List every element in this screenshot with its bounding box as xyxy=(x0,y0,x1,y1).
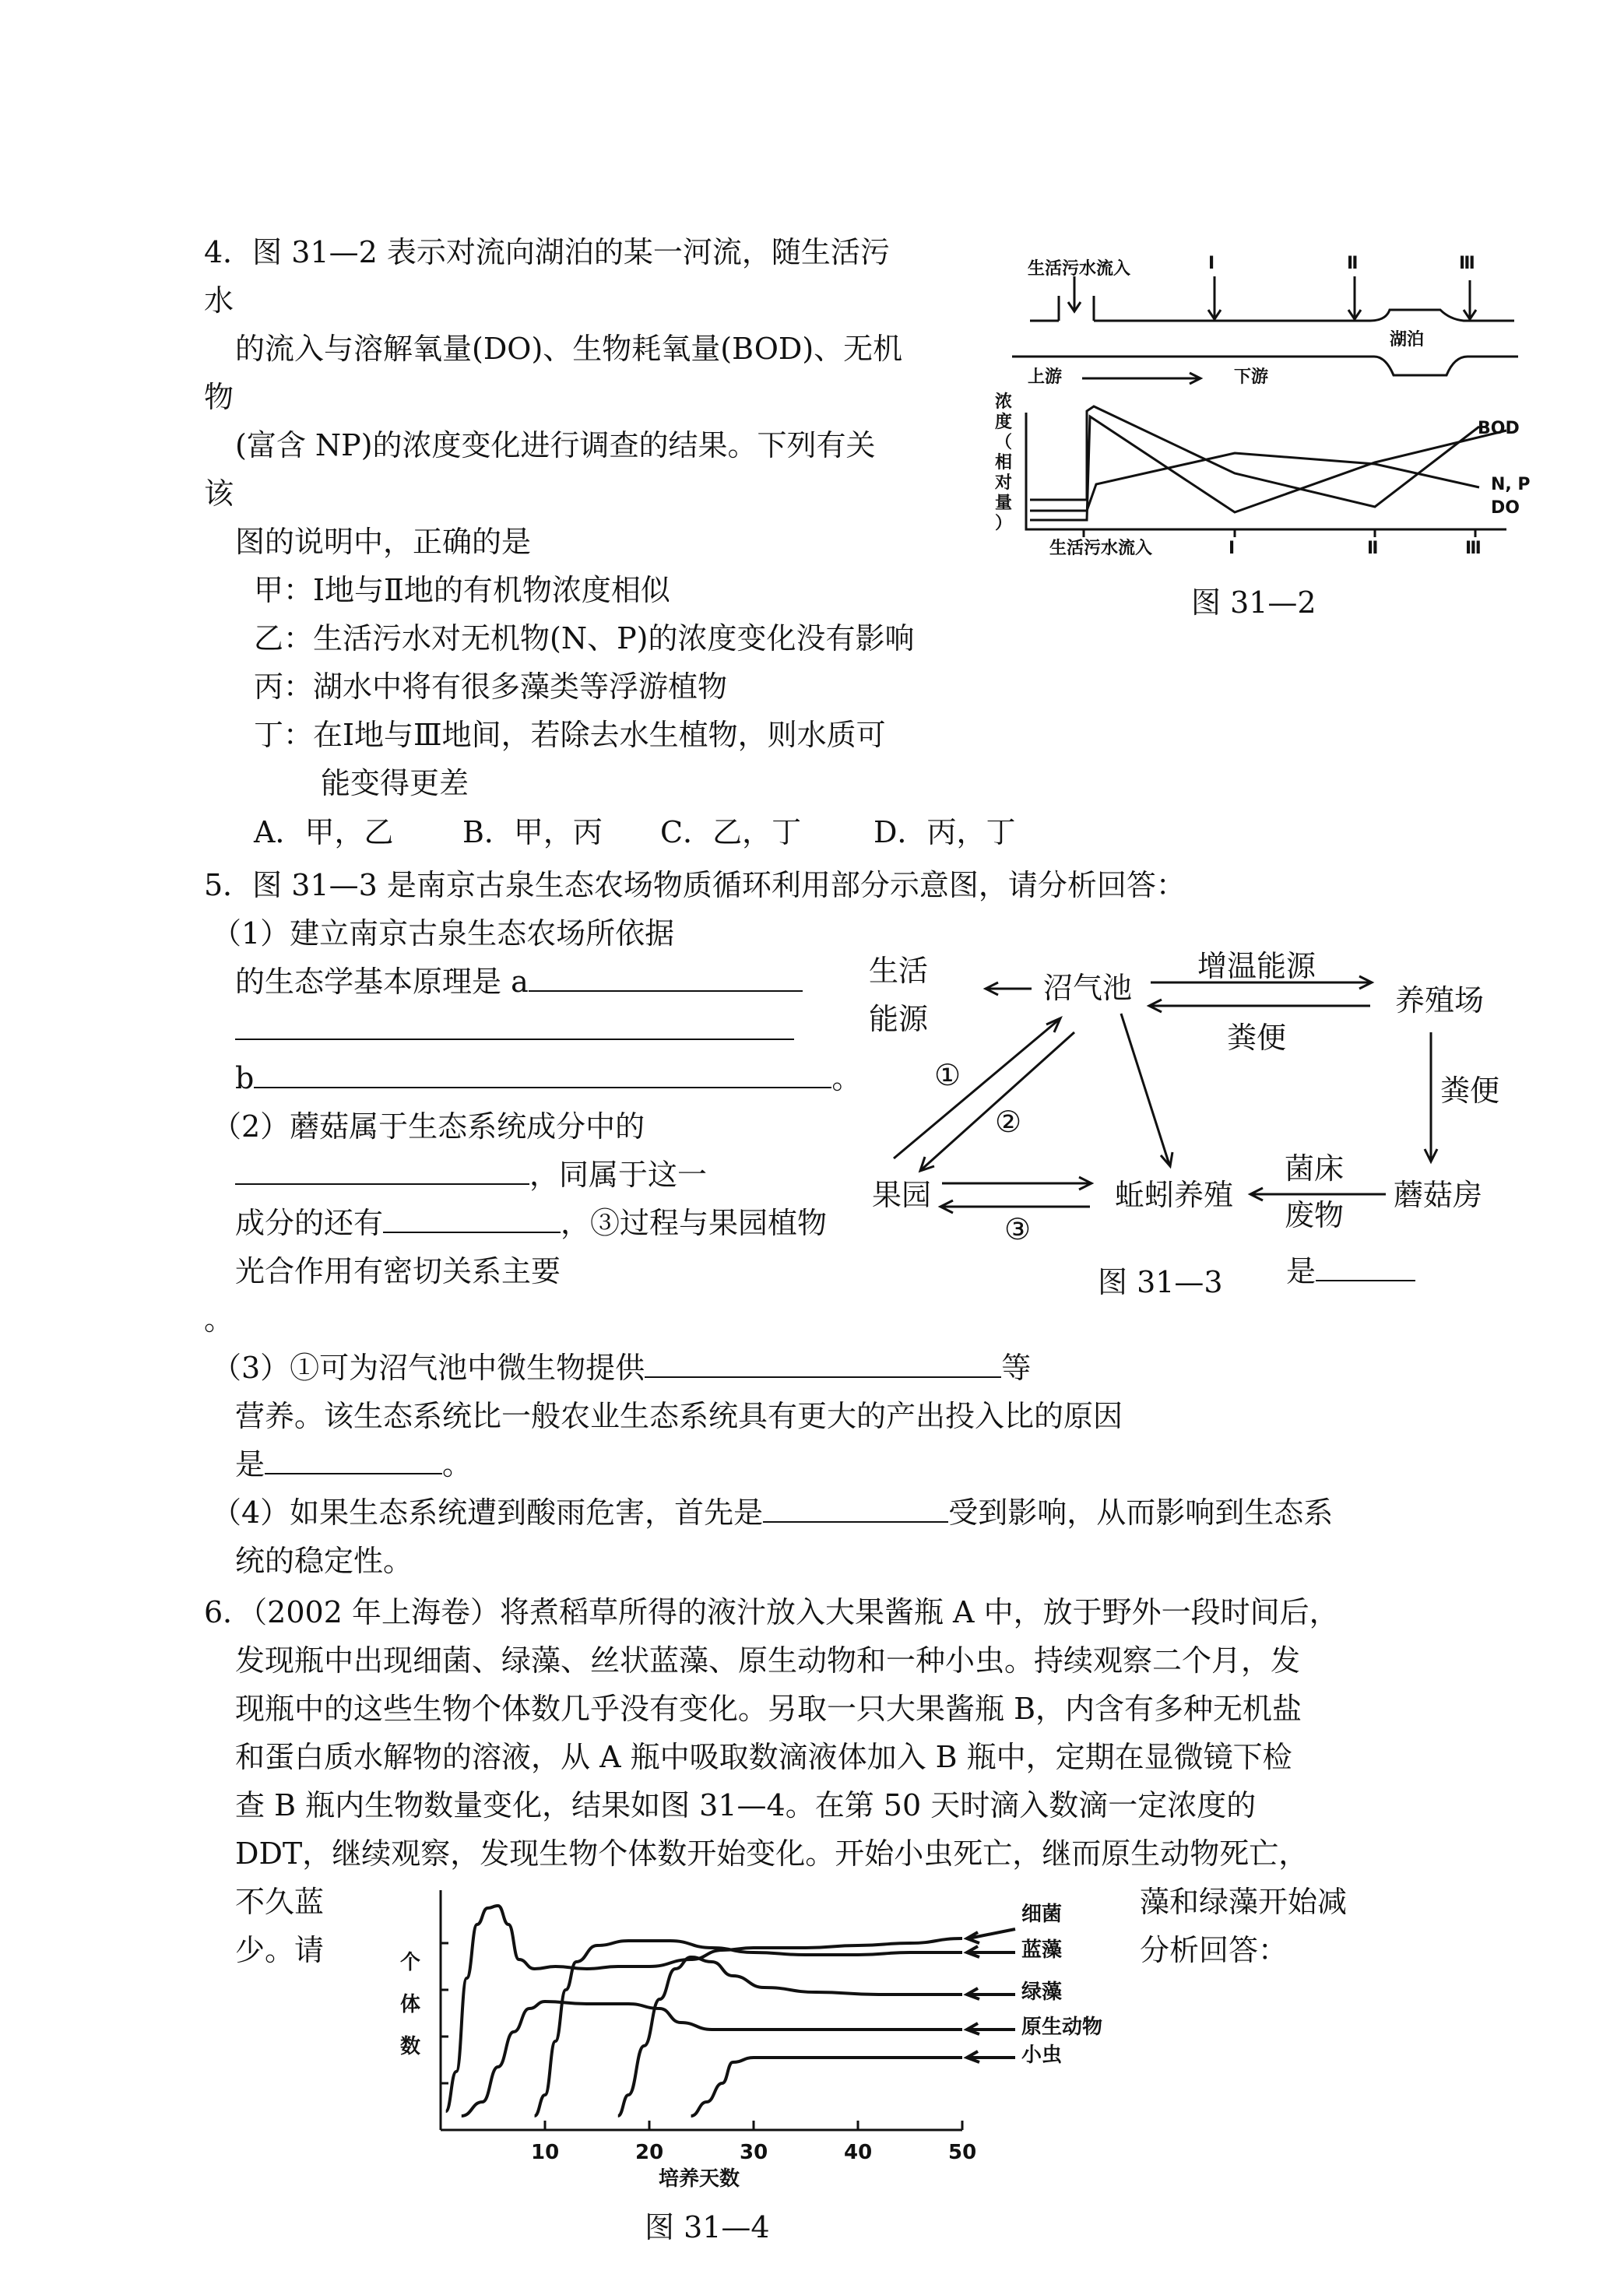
q4-option-yi: 乙：生活污水对无机物(N、P)的浓度变化没有影响 xyxy=(254,621,915,655)
edge-bed-waste-2: 废物 xyxy=(1285,1198,1345,1232)
chart-ylabel-3: 数 xyxy=(400,2035,421,2058)
edge-label-1: ① xyxy=(934,1058,961,1092)
q6-line3: 现瓶中的这些生物个体数几乎没有变化。另取一只大果酱瓶 B，内含有多种无机盐 xyxy=(235,1692,1302,1726)
series-line-2 xyxy=(618,1957,962,2116)
q6-line5: 查 B 瓶内生物数量变化，结果如图 31—4。在第 50 天时滴入数滴一定浓度的 xyxy=(235,1788,1257,1822)
fig312-caption: 图 31—2 xyxy=(1191,585,1316,620)
q4-choice-c: C．乙，丁 xyxy=(660,815,802,849)
q5-part2-line4: 光合作用有密切关系主要 xyxy=(235,1254,561,1288)
q4-line1b: 水 xyxy=(204,283,234,318)
q6-line1: 6．（2002 年上海卷）将煮稻草所得的液汁放入大果酱瓶 A 中，放于野外一段时间后， xyxy=(204,1595,1339,1629)
q4-line1: 4．图 31—2 表示对流向湖泊的某一河流，随生活污 xyxy=(204,235,890,269)
q5-part2-line3: 成分的还有 ，③过程与果园植物 xyxy=(235,1206,828,1240)
fig312-site-2: Ⅱ xyxy=(1347,254,1359,273)
fig312-xlabel-3: Ⅲ xyxy=(1465,539,1482,558)
fig312-xlabel-2: Ⅱ xyxy=(1367,539,1379,558)
edge-manure-label-2: 粪便 xyxy=(1440,1074,1500,1108)
node-life-energy-2: 能源 xyxy=(869,1002,929,1036)
x-tick-label-20: 20 xyxy=(635,2141,664,2164)
q4-choice-b: B．甲，丙 xyxy=(462,815,603,849)
q5-part3-line2: 营养。该生态系统比一般农业生态系统具有更大的产出投入比的原因 xyxy=(235,1399,1123,1433)
q4-option-ding-cont: 能变得更差 xyxy=(321,766,469,800)
q5-part4: （4）如果生态系统遭到酸雨危害，首先是 受到影响，从而影响到生态系 xyxy=(212,1495,1334,1530)
q5-part3-line3: 是 。 xyxy=(235,1447,473,1481)
fig312-legend-np: N, P xyxy=(1491,475,1531,494)
series-line-0 xyxy=(446,1906,962,2111)
node-biogas: 沼气池 xyxy=(1043,971,1133,1005)
fig312-ylabel-1: 度 xyxy=(995,413,1013,432)
node-farm: 养殖场 xyxy=(1395,983,1485,1017)
node-mushroom-house: 蘑菇房 xyxy=(1394,1178,1483,1212)
fig312-legend-do: DO xyxy=(1491,498,1520,518)
legend-label-2: 绿藻 xyxy=(1021,1980,1063,2004)
edge-label-3: ③ xyxy=(1004,1212,1032,1246)
q4-line4: 图的说明中，正确的是 xyxy=(235,525,532,559)
q4-choice-d: D．丙，丁 xyxy=(874,815,1016,849)
fig314-caption: 图 31—4 xyxy=(645,2210,770,2244)
fig312-xlabel-1: Ⅰ xyxy=(1229,539,1236,558)
x-tick-label-10: 10 xyxy=(531,2141,560,2164)
q4-choice-a: A．甲，乙 xyxy=(254,815,394,849)
fig312-ylabel-6: ） xyxy=(995,514,1013,533)
chart-ylabel-1: 个 xyxy=(400,1951,421,1974)
x-tick-label-50: 50 xyxy=(948,2141,977,2164)
fig312-inflow-label: 生活污水流入 xyxy=(1028,259,1131,279)
q5-part3: （3）①可为沼气池中微生物提供 等 xyxy=(212,1351,1032,1385)
chart-xlabel: 培养天数 xyxy=(659,2167,740,2191)
series-arrow-4 xyxy=(967,2051,1015,2062)
q5-part4-line2: 统的稳定性。 xyxy=(235,1544,413,1578)
fig312-lake-label: 湖泊 xyxy=(1390,330,1425,350)
fig312-site-3: Ⅲ xyxy=(1459,254,1475,273)
fig312-xlabel-inflow: 生活污水流入 xyxy=(1049,539,1153,558)
q6-line6: DDT，继续观察，发现生物个体数开始变化。开始小虫死亡，继而原生动物死亡， xyxy=(235,1836,1309,1871)
q6-line2: 发现瓶中出现细菌、绿藻、丝状蓝藻、原生动物和一种小虫。持续观察二个月，发 xyxy=(235,1643,1301,1678)
series-arrow-2 xyxy=(967,1988,1015,1999)
q4-line2: 的流入与溶解氧量(DO)、生物耗氧量(BOD)、无机 xyxy=(235,332,903,366)
series-line-4 xyxy=(691,2058,962,2116)
fig312-ylabel-0: 浓 xyxy=(995,392,1013,412)
q4-option-ding: 丁：在Ⅰ地与Ⅲ地间，若除去水生植物，则水质可 xyxy=(254,718,886,752)
legend-label-0: 细菌 xyxy=(1021,1903,1063,1926)
edge-manure-label-1: 粪便 xyxy=(1227,1021,1287,1055)
legend-label-3: 原生动物 xyxy=(1021,2016,1103,2039)
edge-label-2: ② xyxy=(995,1105,1022,1139)
fig312-ylabel-4: 对 xyxy=(995,473,1013,493)
q4-line3: (富含 NP)的浓度变化进行调查的结果。下列有关 xyxy=(235,428,876,462)
node-life-energy-1: 生活 xyxy=(869,954,929,988)
q5-part2: （2）蘑菇属于生态系统成分中的 xyxy=(212,1109,645,1144)
chart-ylabel-2: 体 xyxy=(400,1993,421,2016)
q6-line7b: 藻和绿藻开始减 xyxy=(1140,1885,1348,1919)
q5-part2-line4b: 是 xyxy=(1286,1256,1415,1286)
edge-bed-waste-1: 菌床 xyxy=(1285,1151,1345,1186)
q5-part2-line2: ，同属于这一 xyxy=(235,1160,707,1190)
node-worm-farm: 蚯蚓养殖 xyxy=(1115,1178,1234,1212)
q5-part1-line4: b 。 xyxy=(235,1061,862,1095)
q4-option-jia: 甲：Ⅰ地与Ⅱ地的有机物浓度相似 xyxy=(254,573,670,607)
fig312-ylabel-3: 相 xyxy=(995,453,1013,473)
fig312-downstream-label: 下游 xyxy=(1234,367,1269,387)
q5-part2-end: 。 xyxy=(204,1302,234,1337)
q5-intro: 5．图 31—3 是南京古泉生态农场物质循环利用部分示意图，请分析回答： xyxy=(204,868,1186,902)
q6-line4: 和蛋白质水解物的溶液，从 A 瓶中吸取数滴液体加入 B 瓶中，定期在显微镜下检 xyxy=(235,1740,1292,1774)
node-orchard: 果园 xyxy=(872,1178,932,1212)
series-arrow-0 xyxy=(967,1929,1015,1943)
x-tick-label-40: 40 xyxy=(844,2141,873,2164)
series-arrow-1 xyxy=(967,1946,1015,1957)
q6-line7a: 不久蓝 xyxy=(235,1885,325,1919)
series-arrow-3 xyxy=(967,2023,1015,2034)
edge-energy-label: 增温能源 xyxy=(1197,949,1316,983)
q4-line3b: 该 xyxy=(204,476,234,511)
fig312-legend-bod: BOD xyxy=(1478,419,1520,438)
q4-line2b: 物 xyxy=(204,380,234,414)
x-tick-label-30: 30 xyxy=(740,2141,768,2164)
fig312-ylabel-2: （ xyxy=(995,433,1013,452)
q6-line8a: 少。请 xyxy=(235,1933,325,1967)
q5-part1: （1）建立南京古泉生态农场所依据 xyxy=(212,916,675,951)
q4-option-bing: 丙：湖水中将有很多藻类等浮游植物 xyxy=(254,670,728,704)
legend-label-4: 小虫 xyxy=(1021,2044,1063,2067)
fig312-site-1: Ⅰ xyxy=(1208,254,1215,273)
q6-line8b: 分析回答： xyxy=(1140,1933,1288,1967)
fig312-upstream-label: 上游 xyxy=(1028,367,1063,387)
legend-label-1: 蓝藻 xyxy=(1021,1938,1063,1962)
q5-part1-line2: 的生态学基本原理是 a xyxy=(235,967,803,996)
fig312-ylabel-5: 量 xyxy=(995,494,1013,513)
fig313-caption: 图 31—3 xyxy=(1098,1265,1223,1299)
